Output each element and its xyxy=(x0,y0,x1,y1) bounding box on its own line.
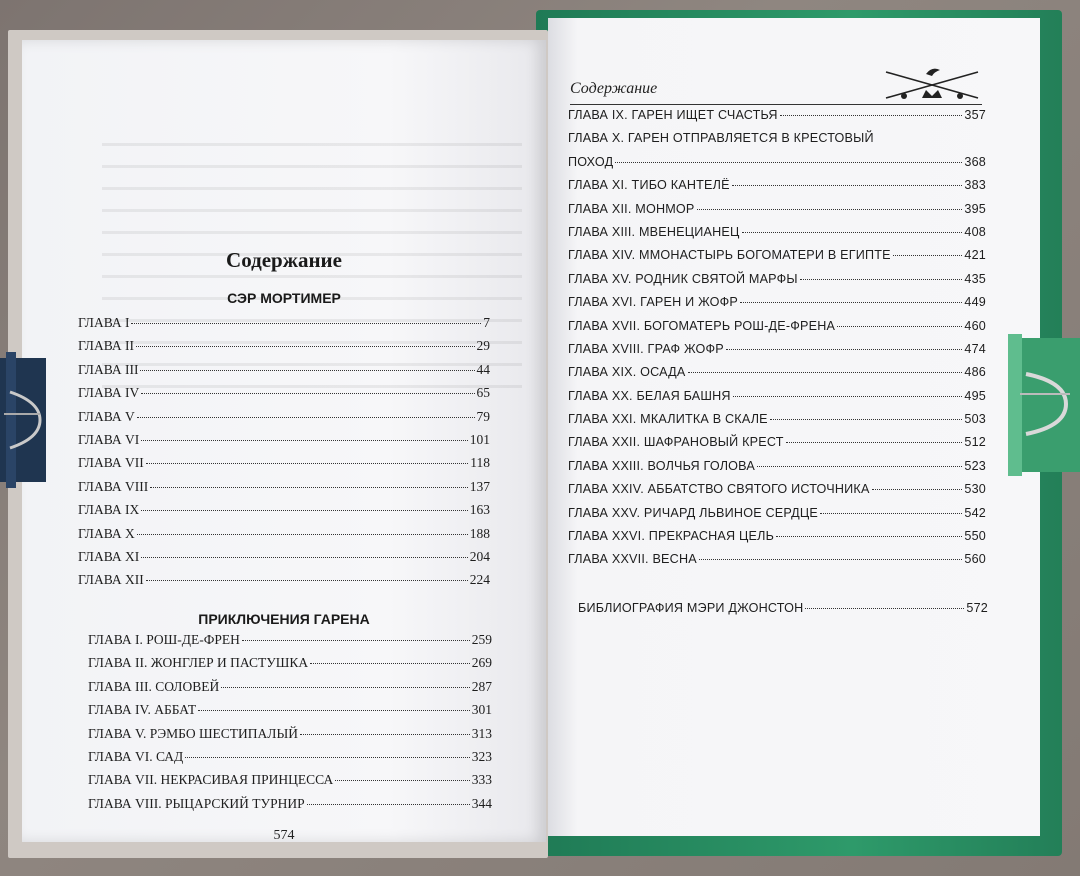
toc-label: ГЛАВА XV. РОДНИК СВЯТОЙ МАРФЫ xyxy=(568,271,798,286)
toc-page: 523 xyxy=(964,458,986,473)
right-page xyxy=(548,18,1040,836)
toc-page: 550 xyxy=(964,529,986,544)
toc-label: ГЛАВА IV. АББАТ xyxy=(88,702,197,718)
toc-page: 572 xyxy=(966,601,988,615)
toc-page: 512 xyxy=(964,435,986,450)
toc-label: ГЛАВА XIV. ММОНАСТЫРЬ БОГОМАТЕРИ В ЕГИПТЕ xyxy=(568,248,891,263)
toc-label: ГЛАВА XVI. ГАРЕН И ЖОФР xyxy=(568,295,738,310)
leader-dots xyxy=(140,370,474,371)
toc-list-right xyxy=(568,108,986,576)
toc-row xyxy=(568,178,986,201)
toc-page: 79 xyxy=(476,408,490,424)
crown-icon xyxy=(922,90,942,98)
binder-clip-icon xyxy=(1008,334,1080,476)
toc-page: 460 xyxy=(964,318,986,333)
bird-icon xyxy=(926,69,940,76)
toc-row xyxy=(88,679,492,702)
toc-row xyxy=(568,459,986,482)
leader-dots xyxy=(141,440,468,441)
toc-row xyxy=(78,315,490,338)
toc-page: 29 xyxy=(476,338,490,354)
toc-row xyxy=(568,131,986,154)
toc-row xyxy=(78,432,490,455)
toc-page: 383 xyxy=(964,178,986,193)
toc-row xyxy=(568,482,986,505)
toc-row xyxy=(568,342,986,365)
leader-dots xyxy=(141,393,474,394)
toc-row xyxy=(88,726,492,749)
toc-label: ГЛАВА VII. НЕКРАСИВАЯ ПРИНЦЕССА xyxy=(88,772,334,788)
toc-row xyxy=(78,338,490,361)
toc-page: 323 xyxy=(471,748,492,764)
leader-dots xyxy=(699,559,963,560)
toc-page: 333 xyxy=(471,772,492,788)
toc-label: ГЛАВА II xyxy=(78,338,134,354)
toc-label: ГЛАВА XVII. БОГОМАТЕРЬ РОШ-ДЕ-ФРЕНА xyxy=(568,318,836,333)
leader-dots xyxy=(726,349,962,350)
toc-page: 101 xyxy=(469,431,490,447)
toc-row xyxy=(78,479,490,502)
toc-label: ГЛАВА VIII. РЫЦАРСКИЙ ТУРНИР xyxy=(88,795,305,811)
toc-label: ГЛАВА XIX. ОСАДА xyxy=(568,365,686,380)
toc-label: ГЛАВА XII xyxy=(78,572,144,588)
toc-page: 137 xyxy=(469,478,490,494)
leader-dots xyxy=(131,323,481,324)
toc-bibliography xyxy=(578,601,988,624)
leader-dots xyxy=(820,513,962,514)
leader-dots xyxy=(800,279,963,280)
toc-label: ГЛАВА XXIV. АББАТСТВО СВЯТОГО ИСТОЧНИКА xyxy=(568,482,870,497)
toc-label: ГЛАВА XIII. МВЕНЕЦИАНЕЦ xyxy=(568,224,740,239)
toc-page: 408 xyxy=(964,224,986,239)
toc-row xyxy=(568,108,986,131)
toc-label: БИБЛИОГРАФИЯ МЭРИ ДЖОНСТОН xyxy=(578,601,804,615)
binder-clip-icon xyxy=(0,352,58,488)
toc-label: ГЛАВА XVIII. ГРАФ ЖОФР xyxy=(568,341,724,356)
toc-row xyxy=(88,772,492,795)
toc-page: 486 xyxy=(964,365,986,380)
toc-row xyxy=(78,502,490,525)
toc-label: ГЛАВА VI xyxy=(78,431,140,447)
toc-page: 313 xyxy=(471,725,492,741)
toc-row xyxy=(88,796,492,819)
toc-row xyxy=(78,409,490,432)
toc-page: 395 xyxy=(964,201,986,216)
toc-label: ГЛАВА III. СОЛОВЕЙ xyxy=(88,678,220,694)
toc-label: ГЛАВА II. ЖОНГЛЕР И ПАСТУШКА xyxy=(88,655,309,671)
toc-row xyxy=(78,572,490,595)
toc-row xyxy=(88,702,492,725)
leader-dots xyxy=(300,734,470,735)
toc-label: ГЛАВА VIII xyxy=(78,478,149,494)
toc-row xyxy=(578,601,988,624)
toc-row xyxy=(568,435,986,458)
leader-dots xyxy=(697,209,963,210)
toc-label: ГЛАВА XXII. ШАФРАНОВЫЙ КРЕСТ xyxy=(568,435,784,450)
left-page xyxy=(22,40,546,842)
toc-page: 65 xyxy=(476,385,490,401)
leader-dots xyxy=(757,466,962,467)
toc-row xyxy=(568,319,986,342)
leader-dots xyxy=(136,346,475,347)
toc-label: ГЛАВА IV xyxy=(78,385,140,401)
header-rule xyxy=(570,104,982,105)
leader-dots xyxy=(776,536,962,537)
toc-page: 357 xyxy=(964,108,986,122)
toc-label: ГЛАВА VII xyxy=(78,455,144,471)
leader-dots xyxy=(221,687,470,688)
toc-label: ГЛАВА XII. МОНМОР xyxy=(568,201,695,216)
leader-dots xyxy=(786,442,963,443)
toc-label: ГЛАВА XXVII. ВЕСНА xyxy=(568,552,697,567)
leader-dots xyxy=(742,232,963,233)
leader-dots xyxy=(872,489,963,490)
toc-page: 495 xyxy=(964,388,986,403)
toc-label: ГЛАВА XI xyxy=(78,548,140,564)
toc-label: ГЛАВА IX. ГАРЕН ИЩЕТ СЧАСТЬЯ xyxy=(568,108,778,122)
leader-dots xyxy=(805,608,964,609)
toc-row xyxy=(78,385,490,408)
toc-page: 530 xyxy=(964,482,986,497)
leader-dots xyxy=(688,372,963,373)
leader-dots xyxy=(146,463,469,464)
toc-page: 163 xyxy=(469,502,490,518)
leader-dots xyxy=(615,162,962,163)
leader-dots xyxy=(770,419,963,420)
toc-list-section-2 xyxy=(88,632,492,819)
leader-dots xyxy=(146,580,468,581)
leader-dots xyxy=(335,780,470,781)
toc-row xyxy=(78,362,490,385)
toc-row xyxy=(568,506,986,529)
toc-label: ГЛАВА V. РЭМБО ШЕСТИПАЛЫЙ xyxy=(88,725,298,741)
toc-row xyxy=(568,529,986,552)
toc-row xyxy=(568,365,986,388)
leader-dots xyxy=(141,557,468,558)
toc-label: ГЛАВА XXVI. ПРЕКРАСНАЯ ЦЕЛЬ xyxy=(568,529,775,544)
toc-row xyxy=(568,225,986,248)
toc-page: 449 xyxy=(964,295,986,310)
leader-dots xyxy=(137,417,475,418)
toc-row xyxy=(568,552,986,575)
toc-label: ГЛАВА XXI. МКАЛИТКА В СКАЛЕ xyxy=(568,412,768,427)
toc-page: 44 xyxy=(476,361,490,377)
toc-page: 259 xyxy=(471,632,492,647)
toc-label: ГЛАВА XXIII. ВОЛЧЬЯ ГОЛОВА xyxy=(568,458,755,473)
toc-page: 474 xyxy=(964,341,986,356)
leader-dots xyxy=(185,757,469,758)
leader-dots xyxy=(137,534,468,535)
toc-label: ГЛАВА I. РОШ-ДЕ-ФРЕН xyxy=(88,632,240,647)
toc-page: 421 xyxy=(964,248,986,263)
running-head: Содержание xyxy=(570,80,658,97)
toc-page: 503 xyxy=(964,412,986,427)
leader-dots xyxy=(310,663,470,664)
leader-dots xyxy=(141,510,468,511)
toc-page: 224 xyxy=(469,572,490,588)
leader-dots xyxy=(837,326,962,327)
leader-dots xyxy=(780,115,963,116)
page-number: 574 xyxy=(273,828,295,842)
toc-label: ПОХОД xyxy=(568,154,614,169)
toc-row xyxy=(568,272,986,295)
toc-page: 118 xyxy=(470,455,490,471)
toc-page: 560 xyxy=(964,552,986,567)
toc-page: 435 xyxy=(964,271,986,286)
toc-row xyxy=(88,749,492,772)
leader-dots xyxy=(198,710,470,711)
toc-page: 368 xyxy=(964,154,986,169)
toc-row xyxy=(568,389,986,412)
toc-label: ГЛАВА III xyxy=(78,361,139,377)
toc-row xyxy=(78,455,490,478)
toc-row xyxy=(88,632,492,655)
toc-label: ГЛАВА X. ГАРЕН ОТПРАВЛЯЕТСЯ В КРЕСТОВЫЙ xyxy=(568,131,874,146)
toc-page: 204 xyxy=(469,548,490,564)
toc-label: ГЛАВА XI. ТИБО КАНТЕЛЁ xyxy=(568,178,730,193)
toc-row xyxy=(568,155,986,178)
leader-dots xyxy=(242,640,470,641)
toc-row xyxy=(78,526,490,549)
toc-row xyxy=(568,295,986,318)
section-title-sir-mortimer: СЭР МОРТИМЕР xyxy=(227,290,341,306)
leader-dots xyxy=(733,396,963,397)
leader-dots xyxy=(740,302,962,303)
toc-label: ГЛАВА X xyxy=(78,525,135,541)
toc-row xyxy=(568,412,986,435)
toc-label: ГЛАВА V xyxy=(78,408,135,424)
toc-title: Содержание xyxy=(226,248,342,272)
toc-row xyxy=(568,248,986,271)
leader-dots xyxy=(150,487,468,488)
toc-page: 269 xyxy=(471,655,492,671)
section-title-garen: ПРИКЛЮЧЕНИЯ ГАРЕНА xyxy=(198,611,370,627)
toc-page: 542 xyxy=(964,505,986,520)
toc-label: ГЛАВА XXV. РИЧАРД ЛЬВИНОЕ СЕРДЦЕ xyxy=(568,505,818,520)
toc-row xyxy=(78,549,490,572)
toc-label: ГЛАВА VI. САД xyxy=(88,748,184,764)
toc-page: 7 xyxy=(483,315,490,330)
toc-list-section-1 xyxy=(78,315,490,596)
toc-page: 344 xyxy=(471,795,492,811)
leader-dots xyxy=(893,255,963,256)
toc-label: ГЛАВА IX xyxy=(78,502,140,518)
leader-dots xyxy=(307,804,470,805)
toc-label: ГЛАВА XX. БЕЛАЯ БАШНЯ xyxy=(568,388,731,403)
toc-page: 287 xyxy=(471,678,492,694)
toc-row xyxy=(568,202,986,225)
toc-label: ГЛАВА I xyxy=(78,315,130,330)
toc-row xyxy=(88,655,492,678)
toc-page: 301 xyxy=(471,702,492,718)
toc-page: 188 xyxy=(469,525,490,541)
leader-dots xyxy=(732,185,963,186)
